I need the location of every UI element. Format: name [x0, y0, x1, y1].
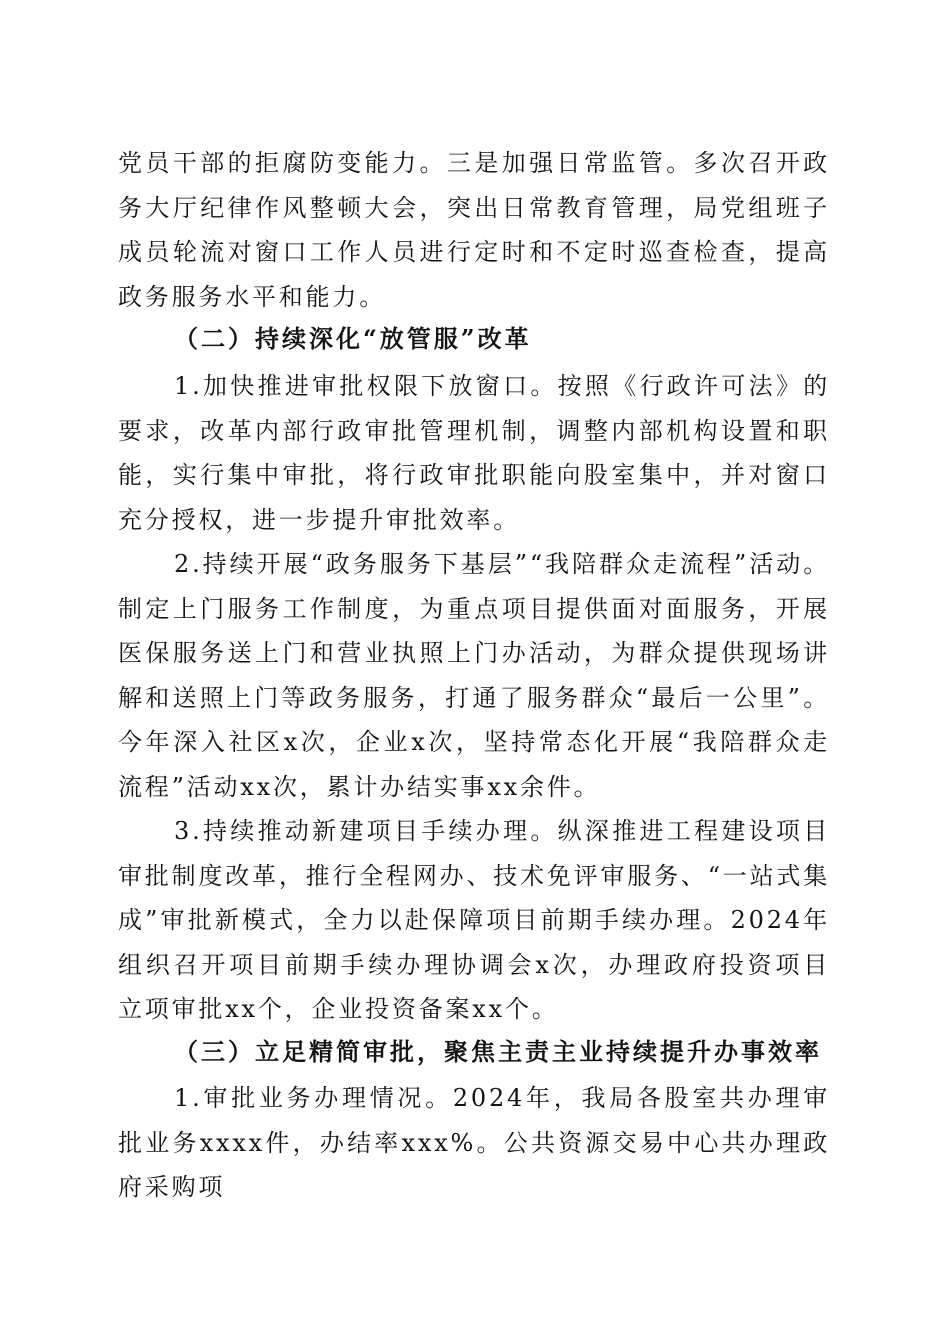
- continuation-paragraph: 党员干部的拒腐防变能力。三是加强日常监管。多次召开政务大厅纪律作风整顿大会，突出日常教育管理，局党组班子成员轮流对窗口工作人员进行定时和不定时巡查检查，提高政务服务水平和能力。: [118, 149, 830, 311]
- body-paragraph-2-3: 3.持续推动新建项目手续办理。纵深推进工程建设项目审批制度改革，推行全程网办、技术免评审服务、“一站式集成”审批新模式，全力以赴保障项目前期手续办理。2024年组织召开项目前期手续办理协调会x次，办理政府投资项目立项审批xx个，企业投资备案xx个。: [118, 817, 830, 1023]
- body-paragraph-3-1: 1.审批业务办理情况。2024年，我局各股室共办理审批业务xxxx件，办结率xxx%。公共资源交易中心共办理政府采购项: [118, 1084, 830, 1201]
- section-heading-3: （三）立足精简审批，聚焦主责主业持续提升办事效率: [174, 1037, 822, 1066]
- body-paragraph-2-2: 2.持续开展“政务服务下基层”“我陪群众走流程”活动。制定上门服务工作制度，为重点项目提供面对面服务，开展医保服务送上门和营业执照上门办活动，为群众提供现场讲解和送照上门等政务服务，打通了服务群众“最后一公里”。今年深入社区x次，企业x次，坚持常态化开展“我陪群众走流程”活动xx次，累计办结实事xx余件。: [118, 550, 830, 801]
- body-paragraph-2-1: 1.加快推进审批权限下放窗口。按照《行政许可法》的要求，改革内部行政审批管理机制，调整内部机构设置和职能，实行集中审批，将行政审批职能向股室集中，并对窗口充分授权，进一步提升审批效率。: [118, 372, 830, 534]
- section-heading-2: （二）持续深化“放管服”改革: [174, 324, 532, 353]
